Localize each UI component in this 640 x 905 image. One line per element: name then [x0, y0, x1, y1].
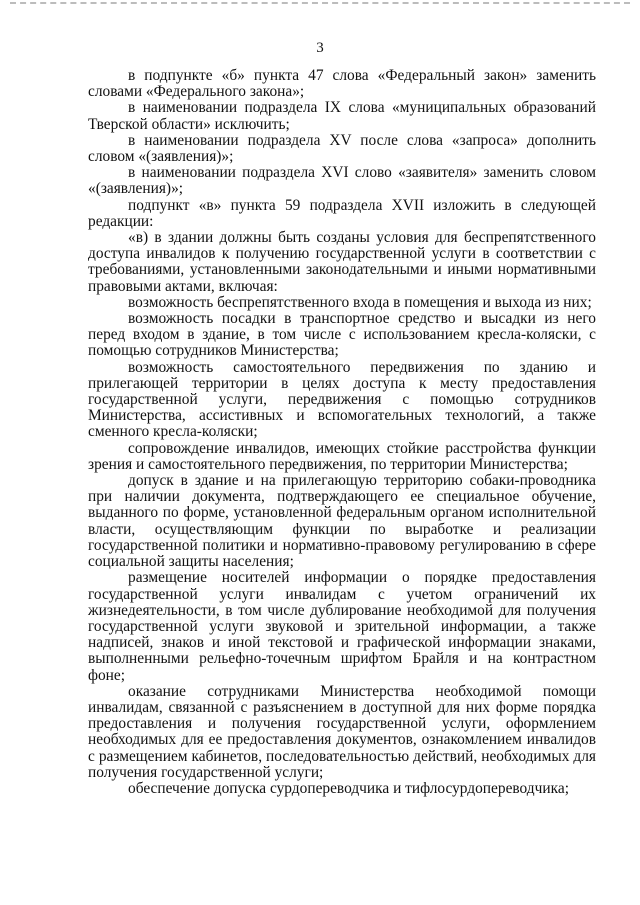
paragraph: размещение носителей информации о порядке предоставления государственной услуги инвалидам с учетом ограничений их жизнедеятельности, в том числе дублирование необходимой для получения государственной услуги звуковой и зрительной информации, а также надписей, знаков и иной текстовой и графической информации знаками, выполненными рельефно-точечным шрифтом Брайля и на контрастном фоне;	[88, 569, 596, 684]
paragraph: возможность посадки в транспортное средство и высадки из него перед входом в здание, в том числе с использованием кресла-коляски, с помощью сотрудников Министерства;	[88, 310, 596, 360]
paragraph: в подпункте «б» пункта 47 слова «Федеральный закон» заменить словами «Федерального закона»;	[88, 67, 596, 101]
paragraph: в наименовании подраздела XVI слово «заявителя» заменить словом «(заявления)»;	[88, 164, 596, 198]
paragraph: в наименовании подраздела XV после слова «запроса» дополнить словом «(заявления)»;	[88, 131, 596, 166]
paragraph: оказание сотрудниками Министерства необходимой помощи инвалидам, связанной с разъяснением в доступной для них форме порядка предоставления и получения государственной услуги, оформлением необходимых для ее предоставления документов, ознакомлением инвалидов с размещением кабинетов, последовательностью действий, необходимых для получения государственной услуги;	[88, 682, 596, 781]
paragraph: возможность беспрепятственного входа в помещения и выхода из них;	[128, 293, 592, 311]
paragraph: допуск в здание и на прилегающую территорию собаки-проводника при наличии документа, подтверждающего ее специальное обучение, выданного по форме, установленной федеральным органом исполнительной власти, осуществляющим функции по выработке и реализации государственной политики и нормативно-правовому регулированию в сфере социальной защиты населения;	[88, 472, 596, 571]
document-body	[88, 68, 596, 797]
paragraph: обеспечение допуска сурдопереводчика и тифлосурдопереводчика;	[128, 779, 569, 797]
paragraph: подпункт «в» пункта 59 подраздела XVII изложить в следующей редакции:	[88, 196, 596, 230]
paragraph: сопровождение инвалидов, имеющих стойкие расстройства функции зрения и самостоятельного передвижения, по территории Министерства;	[88, 439, 596, 473]
page-top-border	[10, 2, 630, 4]
paragraph: возможность самостоятельного передвижения по зданию и прилегающей территории в целях доступа к месту предоставления государственной услуги, передвижения с помощью сотрудников Министерства, ассистивных и вспомогательных технологий, а также сменного кресла-коляски;	[88, 358, 596, 441]
page-number: 3	[316, 40, 324, 56]
paragraph: в наименовании подраздела IX слова «муниципальных образований Тверской области» исключить;	[88, 99, 596, 133]
paragraph: «в) в здании должны быть созданы условия для беспрепятственного доступа инвалидов к получению государственной услуги в соответствии с требованиями, установленными законодательными и иными нормативными правовыми актами, включая:	[88, 229, 596, 295]
